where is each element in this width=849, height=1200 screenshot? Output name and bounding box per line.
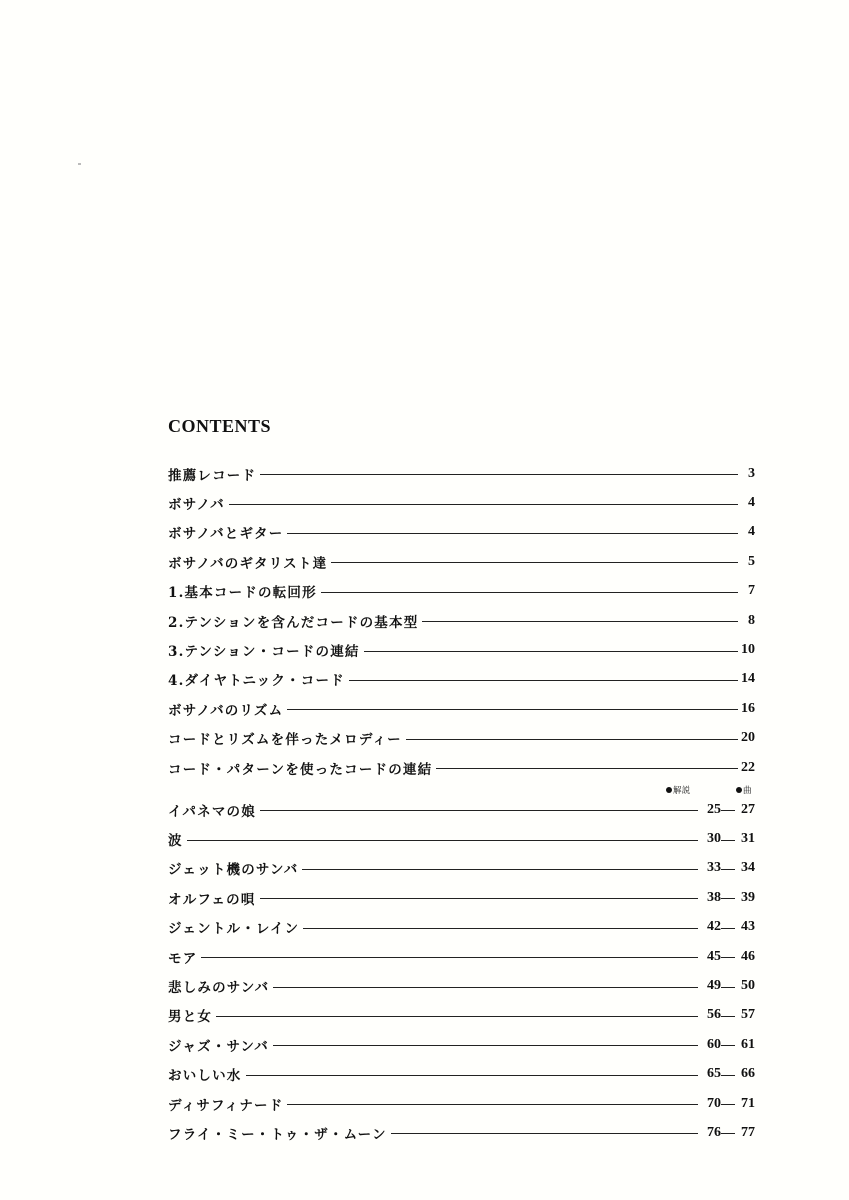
leader-line-short <box>721 810 735 811</box>
commentary-page: 30 <box>707 831 721 847</box>
leader-line <box>391 1133 698 1134</box>
score-page: 27 <box>741 801 755 817</box>
leader-line-short <box>721 1133 735 1134</box>
score-page: 43 <box>741 919 755 935</box>
score-page: 77 <box>741 1124 755 1140</box>
entry-page: 14 <box>741 671 755 687</box>
toc-entry[interactable] <box>168 518 755 547</box>
entry-title: ボサノバのリズム <box>168 702 284 719</box>
leader-line <box>260 474 738 475</box>
toc-entry[interactable] <box>168 635 755 664</box>
score-page: 46 <box>741 948 755 964</box>
leader-line-short <box>721 928 735 929</box>
leader-line <box>273 987 698 988</box>
score-page: 31 <box>741 831 755 847</box>
song-title: オルフェの唄 <box>168 891 256 908</box>
entry-page: 10 <box>741 642 755 658</box>
leader-line <box>273 1045 698 1046</box>
entry-page: 4 <box>748 524 755 540</box>
commentary-page: 25 <box>707 801 721 817</box>
contents-heading: CONTENTS <box>168 416 272 436</box>
leader-line <box>260 898 698 899</box>
legend-score-label: 曲 <box>743 786 752 796</box>
song-entry[interactable] <box>168 1089 755 1118</box>
leader-line <box>303 928 698 929</box>
toc-entry[interactable] <box>168 459 755 488</box>
song-title: おいしい水 <box>168 1068 242 1085</box>
commentary-page: 56 <box>707 1007 721 1023</box>
entry-title: 1.基本コードの転回形 <box>168 585 317 602</box>
entry-title: 推薦レコード <box>168 467 257 484</box>
song-entry[interactable] <box>168 1030 755 1059</box>
score-page: 71 <box>741 1095 755 1111</box>
song-entry[interactable] <box>168 1118 755 1147</box>
song-title: ディサフィナード <box>168 1097 284 1114</box>
song-title: ジェット機のサンバ <box>168 862 299 879</box>
entry-page: 7 <box>748 583 755 599</box>
entry-title: 3.テンション・コードの連結 <box>168 644 360 661</box>
song-toc <box>168 795 755 1148</box>
leader-line <box>287 709 738 710</box>
song-title: 悲しみのサンバ <box>168 980 270 997</box>
commentary-page: 49 <box>707 978 721 994</box>
leader-line <box>287 533 738 534</box>
toc-entry[interactable] <box>168 694 755 723</box>
leader-line <box>246 1075 699 1076</box>
leader-line-short <box>721 1075 735 1076</box>
toc-entry[interactable] <box>168 577 755 606</box>
leader-line-short <box>721 1016 735 1017</box>
song-entry[interactable] <box>168 971 755 1000</box>
entry-title: ボサノバとギター <box>168 526 284 543</box>
entry-title: 4.ダイヤトニック・コード <box>168 673 345 690</box>
leader-line <box>287 1104 698 1105</box>
score-page: 34 <box>741 860 755 876</box>
commentary-page: 70 <box>707 1095 721 1111</box>
song-entry[interactable] <box>168 913 755 942</box>
leader-line-short <box>721 1045 735 1046</box>
leader-line-short <box>721 898 735 899</box>
bullet-icon <box>666 787 672 793</box>
commentary-page: 76 <box>707 1124 721 1140</box>
song-entry[interactable] <box>168 824 755 853</box>
leader-line <box>364 651 738 652</box>
song-entry[interactable] <box>168 1001 755 1030</box>
song-title: フライ・ミー・トゥ・ザ・ムーン <box>168 1126 387 1143</box>
entry-page: 5 <box>748 553 755 569</box>
score-page: 61 <box>741 1036 755 1052</box>
leader-line <box>349 680 738 681</box>
commentary-page: 65 <box>707 1066 721 1082</box>
toc-entry[interactable] <box>168 724 755 753</box>
score-page: 66 <box>741 1066 755 1082</box>
toc-entry[interactable] <box>168 547 755 576</box>
leader-line <box>229 504 738 505</box>
toc-entry[interactable] <box>168 665 755 694</box>
bullet-icon <box>736 787 742 793</box>
entry-page: 3 <box>748 465 755 481</box>
leader-line-short <box>721 840 735 841</box>
toc-entry[interactable] <box>168 606 755 635</box>
leader-line <box>406 739 738 740</box>
commentary-page: 45 <box>707 948 721 964</box>
leader-line <box>187 840 698 841</box>
toc-entry[interactable] <box>168 753 755 782</box>
leader-line <box>201 957 698 958</box>
commentary-page: 38 <box>707 889 721 905</box>
song-title: 波 <box>168 833 183 850</box>
song-title: ジェントル・レイン <box>168 921 300 938</box>
score-page: 39 <box>741 889 755 905</box>
leader-line-short <box>721 957 735 958</box>
song-title: 男と女 <box>168 1009 213 1026</box>
commentary-page: 60 <box>707 1036 721 1052</box>
leader-line <box>302 869 698 870</box>
entry-page: 4 <box>748 495 755 511</box>
entry-page: 16 <box>741 700 755 716</box>
intro-toc <box>168 459 755 782</box>
entry-page: 20 <box>741 730 755 746</box>
legend-commentary-label: 解説 <box>673 786 691 796</box>
song-title: モア <box>168 950 198 967</box>
leader-line <box>216 1016 698 1017</box>
song-entry[interactable] <box>168 883 755 912</box>
toc-entry[interactable] <box>168 488 755 517</box>
entry-title: コードとリズムを伴ったメロディー <box>168 732 402 749</box>
song-title: イパネマの娘 <box>168 803 256 820</box>
song-title: ジャズ・サンバ <box>168 1038 270 1055</box>
leader-line <box>331 562 738 563</box>
entry-title: ボサノバ <box>168 497 225 514</box>
score-page: 57 <box>741 1007 755 1023</box>
entry-title: コード・パターンを使ったコードの連結 <box>168 761 433 778</box>
song-entry[interactable] <box>168 1060 755 1089</box>
leader-line <box>321 592 738 593</box>
entry-title: 2.テンションを含んだコードの基本型 <box>168 614 419 631</box>
entry-page: 8 <box>748 612 755 628</box>
leader-line-short <box>721 987 735 988</box>
commentary-page: 42 <box>707 919 721 935</box>
leader-line <box>260 810 698 811</box>
song-entry[interactable] <box>168 795 755 824</box>
entry-page: 22 <box>741 759 755 775</box>
leader-line-short <box>721 1104 735 1105</box>
leader-line <box>422 621 738 622</box>
leader-line <box>436 768 738 769</box>
entry-title: ボサノバのギタリスト達 <box>168 555 328 572</box>
paper-speck <box>78 163 81 165</box>
song-entry[interactable] <box>168 942 755 971</box>
leader-line-short <box>721 869 735 870</box>
score-page: 50 <box>741 978 755 994</box>
commentary-page: 33 <box>707 860 721 876</box>
song-entry[interactable] <box>168 854 755 883</box>
